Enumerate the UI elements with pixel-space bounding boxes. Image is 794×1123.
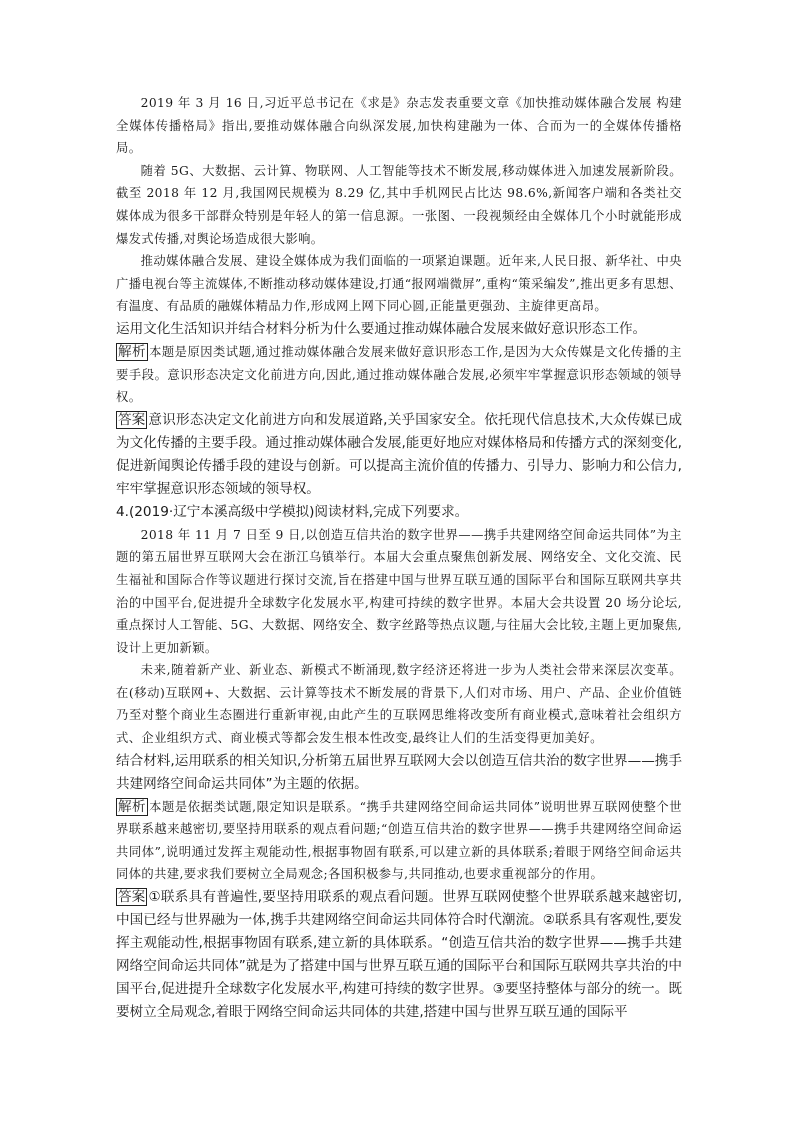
analysis-text: 本题是原因类试题,通过推动媒体融合发展来做好意识形态工作,是因为大众传媒是文化传播的主要手段。意识形态决定文化前进方向,因此,通过推动媒体融合发展,必须牢牢掌握意识形态领域的领导权。 [116, 344, 682, 405]
analysis-block [116, 341, 682, 409]
question-3 [116, 92, 682, 501]
answer-block [116, 409, 682, 501]
answer-block [116, 886, 682, 1024]
material-paragraph: 推动媒体融合发展、建设全媒体成为我们面临的一项紧迫课题。近年来,人民日报、新华社、中央广播电视台等主流媒体,不断推动移动媒体建设,打通“报网端微屏”,重构“策采编发”,推出更多有思想、有温度、有品质的融媒体精品力作,形成网上网下同心圆,正能量更强劲、主旋律更高昂。 [116, 254, 682, 314]
material-4 [116, 524, 682, 750]
question-header: 4.(2019·辽宁本溪高级中学模拟)阅读材料,完成下列要求。 [116, 503, 469, 520]
analysis-tag: 解析 [118, 798, 146, 815]
answer-tag: 答案 [118, 411, 146, 428]
question-text: 结合材料,运用联系的相关知识,分析第五届世界互联网大会以创造互信共治的数字世界——携手共建网络空间命运共同体”为主题的依据。 [116, 752, 682, 792]
question-4 [116, 501, 682, 1024]
material-paragraph: 未来,随着新产业、新业态、新模式不断涌现,数字经济还将进一步为人类社会带来深层次变革。在(移动)互联网+、大数据、云计算等技术不断发展的背景下,人们对市场、用户、产品、企业价值链乃至对整个商业生态圈进行重新审视,由此产生的互联网思维将改变所有商业模式,意味着社会组织方式、企业组织方式、商业模式等都会发生根本性改变,最终让人们的生活变得更加美好。 [116, 663, 682, 746]
answer-text: ①联系具有普遍性,要坚持用联系的观点看问题。世界互联网使整个世界联系越来越密切,中国已经与世界融为一体,携手共建网络空间命运共同体符合时代潮流。②联系具有客观性,要发挥主观能动性,根据事物固有联系,建立新的具体联系。“创造互信共治的数字世界——携手共建网络空间命运共同体”就是为了搭建中国与世界互联互通的国际平台和国际互联网共享共治的中国平台,促进提升全球数字化发展水平,构建可持续的数字世界。③要坚持整体与部分的统一。既要树立全局观念,着眼于网络空间命运共同体的共建,搭建中国与世界互联互通的国际平 [116, 889, 682, 1021]
analysis-tag: 解析 [118, 343, 146, 360]
material-paragraph: 2019 年 3 月 16 日,习近平总书记在《求是》杂志发表重要文章《加快推动媒体融合发展 构建全媒体传播格局》指出,要推动媒体融合向纵深发展,加快构建融为一体、合而为一的全媒体传播格局。 [116, 96, 682, 156]
material-paragraph: 2018 年 11 月 7 日至 9 日,以创造互信共治的数字世界——携手共建网络空间命运共同体”为主题的第五届世界互联网大会在浙江乌镇举行。本届大会重点聚焦创新发展、网络安全、文化交流、民生福祉和国际合作等议题进行探讨交流,旨在搭建中国与世界互联互通的国际平台和国际互联网共享共治的中国平台,促进提升全球数字化发展水平,构建可持续的数字世界。本届大会共设置 20 场分论坛,重点探讨人工智能、5G、大数据、网络安全、数字丝路等热点议题,与往届大会比较,主题上更加聚焦,设计上更加新颖。 [116, 527, 682, 655]
material-3 [116, 92, 682, 318]
material-paragraph: 随着 5G、大数据、云计算、物联网、人工智能等技术不断发展,移动媒体进入加速发展新阶段。截至 2018 年 12 月,我国网民规模为 8.29 亿,其中手机网民占比达 98.6%,新闻客户端和各类社交媒体成为很多干部群众特别是年轻人的第一信息源。一张图、一段视频经由全媒体几个小时就能形成爆发式传播,对舆论场造成很大影响。 [116, 163, 682, 246]
question-text: 运用文化生活知识并结合材料分析为什么要通过推动媒体融合发展来做好意识形态工作。 [116, 320, 647, 337]
answer-tag: 答案 [118, 889, 146, 906]
analysis-block [116, 796, 682, 886]
answer-text: 意识形态决定文化前进方向和发展道路,关乎国家安全。依托现代信息技术,大众传媒已成为文化传播的主要手段。通过推动媒体融合发展,能更好地应对媒体格局和传播方式的深刻变化,促进新闻舆论传播手段的建设与创新。可以提高主流价值的传播力、引导力、影响力和公信力,牢牢掌握意识形态领域的领导权。 [116, 411, 682, 497]
analysis-text: 本题是依据类试题,限定知识是联系。“携手共建网络空间命运共同体”说明世界互联网使整个世界联系越来越密切,要坚持用联系的观点看问题;“创造互信共治的数字世界——携手共建网络空间命运共同体”,说明通过发挥主观能动性,根据事物固有联系,可以建立新的具体联系;着眼于网络空间命运共同体的共建,要求我们要树立全局观念;各国积极参与,共同推动,也要求重视部分的作用。 [116, 799, 682, 882]
